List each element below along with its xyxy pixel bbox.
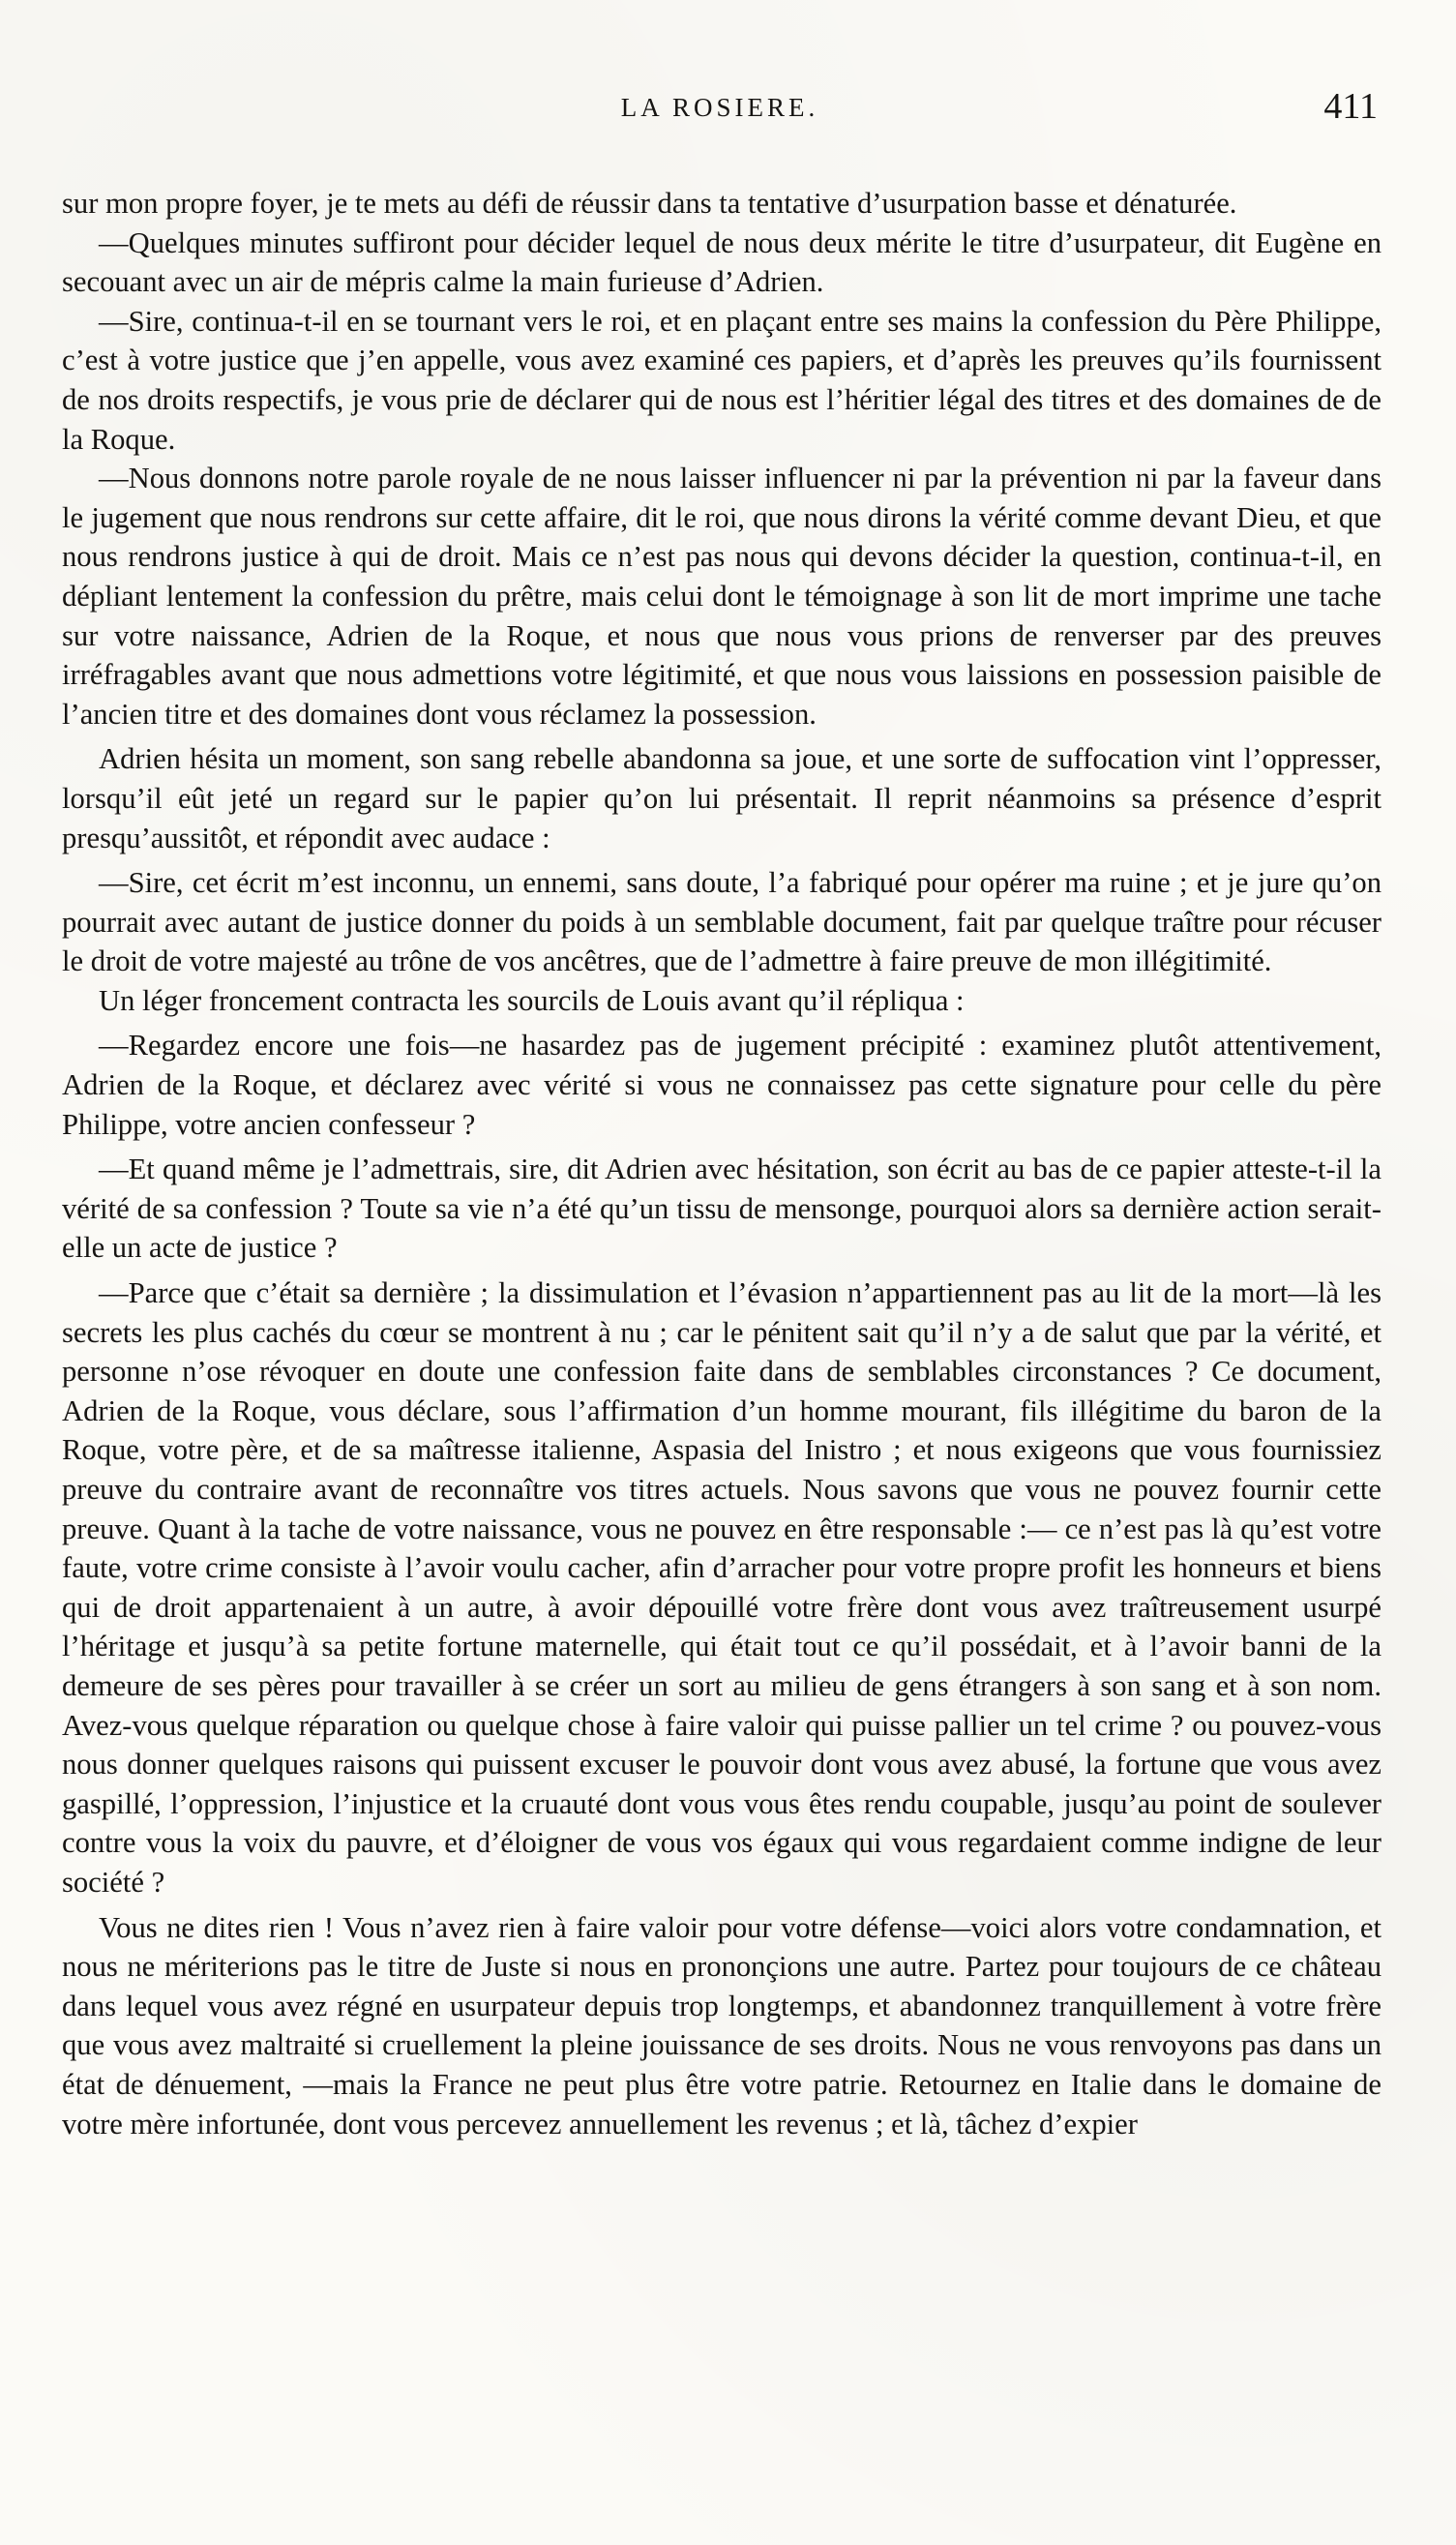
paragraph: Un léger froncement contracta les sourcils de Louis avant qu’il répliqua :: [99, 983, 965, 1017]
paragraph: —Regardez encore une fois—ne hasardez pas de jugement précipité : examinez plutôt attentivement, Adrien de la Roque, et déclarez avec vérité si vous ne connaissez pas cette signature pour celle du père Philippe, votre ancien confesseur ?: [62, 1029, 1382, 1141]
page-header: [62, 85, 1378, 134]
page-number: 411: [1323, 86, 1378, 127]
paragraph: sur mon propre foyer, je te mets au défi de réussir dans ta tentative d’usurpation basse et dénaturée.: [62, 187, 1237, 220]
paragraph: —Sire, cet écrit m’est inconnu, un ennemi, sans doute, l’a fabriqué pour opérer ma ruine ; et je jure qu’on pourrait avec autant de justice donner du poids à un semblable document, fait par quelque traître pour récuser le droit de votre majesté au trône de vos ancêtres, que de l’admettre à faire preuve de mon illégitimité.: [62, 866, 1382, 978]
paragraph: —Sire, continua-t-il en se tournant vers le roi, et en plaçant entre ses mains la confession du Père Philippe, c’est à votre justice que j’en appelle, vous avez examiné ces papiers, et d’après les preuves qu’ils fournissent de nos droits respectifs, je vous prie de déclarer qui de nous est l’héritier légal des titres et des domaines de de la Roque.: [62, 304, 1382, 456]
paragraph: —Nous donnons notre parole royale de ne nous laisser influencer ni par la prévention ni par la faveur dans le jugement que nous rendrons sur cette affaire, dit le roi, que nous dirons la vérité comme devant Dieu, et que nous rendrons justice à qui de droit. Mais ce n’est pas nous qui devons décider la question, continua-t-il, en dépliant lentement la confession du prêtre, mais celui dont le témoignage à son lit de mort imprime une tache sur votre naissance, Adrien de la Roque, et nous que nous vous prions de renverser par des preuves irréfragables avant que nous admettions votre légitimité, et que nous vous laissions en possession paisible de l’ancien titre et des domaines dont vous réclamez la possession.: [62, 462, 1382, 731]
body-text: [62, 184, 1382, 2143]
paragraph: —Quelques minutes suffiront pour décider lequel de nous deux mérite le titre d’usurpateur, dit Eugène en secouant avec un air de mépris calme la main furieuse d’Adrien.: [62, 225, 1382, 299]
paragraph: Vous ne dites rien ! Vous n’avez rien à faire valoir pour votre défense—voici alors votre condamnation, et nous ne mériterions pas le titre de Juste si nous en prononçions une autre. Partez pour toujours de ce château dans lequel vous avez régné en usurpateur depuis trop longtemps, et abandonnez tranquillement à votre frère que vous avez maltraité si cruellement la pleine jouissance de ses droits. Nous ne vous renvoyons pas dans un état de dénuement, —mais la France ne peut plus être votre patrie. Retournez en Italie dans le domaine de votre mère infortunée, dont vous percevez annuellement les revenus ; et là, tâchez d’expier: [62, 1910, 1382, 2141]
paragraph: —Et quand même je l’admettrais, sire, dit Adrien avec hésitation, son écrit au bas de ce papier atteste-t-il la vérité de sa confession ? Toute sa vie n’a été qu’un tissu de mensonge, pourquoi alors sa dernière action serait-elle un acte de justice ?: [62, 1153, 1382, 1265]
paragraph: —Parce que c’était sa dernière ; la dissimulation et l’évasion n’appartiennent pas au lit de la mort—là les secrets les plus cachés du cœur se montrent à nu ; car le pénitent sait qu’il n’y a de salut que par la vérité, et personne n’ose révoquer en doute une confession faite dans de semblables circonstances ? Ce document, Adrien de la Roque, vous déclare, sous l’affirmation d’un homme mourant, fils illégitime du baron de la Roque, votre père, et de sa maîtresse italienne, Aspasia del Inistro ; et nous exigeons que vous fournissiez preuve du contraire avant de reconnaître vos titres actuels. Nous savons que vous ne pouvez fournir cette preuve. Quant à la tache de votre naissance, vous ne pouvez en être responsable :— ce n’est pas là qu’est votre faute, votre crime consiste à l’avoir voulu cacher, afin d’arracher pour votre propre profit les honneurs et biens qui de droit appartenaient à un autre, à avoir dépouillé votre frère dont vous avez traîtreusement usurpé l’héritage et jusqu’à sa petite fortune maternelle, qui était tout ce qu’il possédait, et à l’avoir banni de la demeure de ses pères pour travailler à se créer un sort au milieu de gens étrangers à son sang et à son nom. Avez-vous quelque réparation ou quelque chose à faire valoir qui puisse pallier un tel crime ? ou pouvez-vous nous donner quelques raisons qui puissent excuser le pouvoir dont vous avez abusé, la fortune que vous avez gaspillé, l’oppression, l’injustice et la cruauté dont vous vous êtes rendu coupable, jusqu’au point de soulever contre vous la voix du pauvre, et d’éloigner de vous vos égaux qui vous regardaient comme indigne de leur société ?: [62, 1276, 1382, 1899]
paragraph: Adrien hésita un moment, son sang rebelle abandonna sa joue, et une sorte de suffocation vint l’oppresser, lorsqu’il eût jeté un regard sur le papier qu’on lui présentait. Il reprit néanmoins sa présence d’esprit presqu’aussitôt, et répondit avec audace :: [62, 742, 1382, 854]
running-title: LA ROSIERE.: [620, 93, 819, 122]
